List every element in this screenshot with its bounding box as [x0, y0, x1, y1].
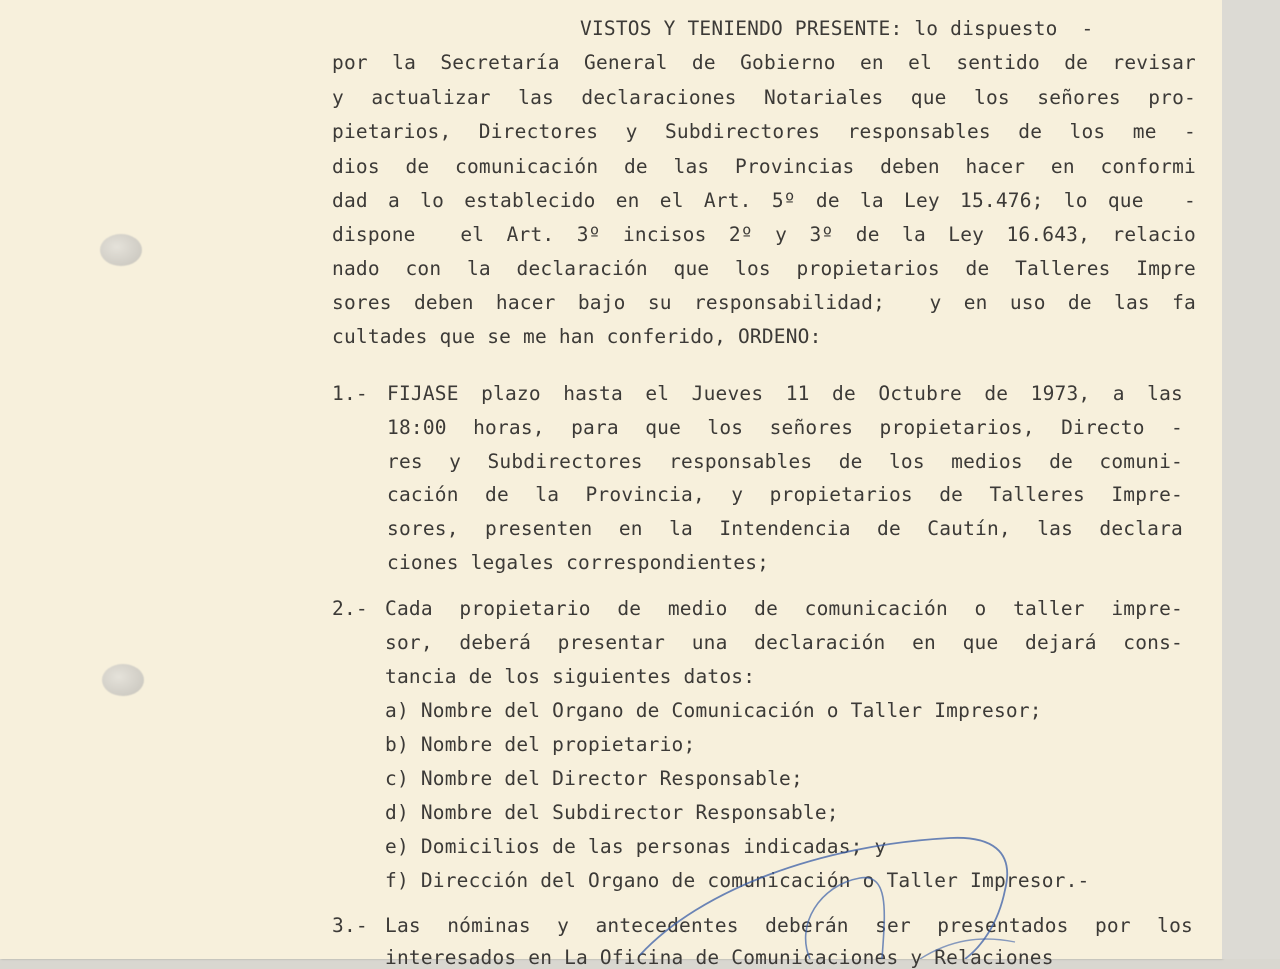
- item-line: sores, presenten en la Intendencia de Cautín, las declara: [387, 517, 1183, 540]
- preamble-line: nado con la declaración que los propietarios de Talleres Impre: [332, 257, 1196, 280]
- sub-item: a) Nombre del Organo de Comunicación o Taller Impresor;: [385, 699, 1042, 722]
- item-line: FIJASE plazo hasta el Jueves 11 de Octubre de 1973, a las: [387, 382, 1183, 405]
- punch-hole: [102, 664, 144, 696]
- preamble-line: VISTOS Y TENIENDO PRESENTE: lo dispuesto -: [580, 17, 1094, 40]
- item-line: interesados en La Oficina de Comunicaciones y Relaciones: [385, 946, 1054, 969]
- item-line: Cada propietario de medio de comunicación o taller impre-: [385, 597, 1183, 620]
- preamble-line: por la Secretaría General de Gobierno en el sentido de revisar: [332, 51, 1196, 74]
- sub-item: c) Nombre del Director Responsable;: [385, 767, 803, 790]
- item-number: 3.-: [332, 914, 368, 937]
- preamble-line: dispone el Art. 3º incisos 2º y 3º de la Ley 16.643, relacio: [332, 223, 1196, 246]
- item-number: 1.-: [332, 382, 368, 405]
- sub-item: e) Domicilios de las personas indicadas; y: [385, 835, 887, 858]
- ink-scribble: [620, 830, 1040, 959]
- item-line: 18:00 horas, para que los señores propietarios, Directo -: [387, 416, 1183, 439]
- punch-hole: [100, 234, 142, 266]
- preamble-line: sores deben hacer bajo su responsabilidad; y en uso de las fa: [332, 291, 1196, 314]
- item-line: ciones legales correspondientes;: [387, 551, 770, 574]
- preamble-line: dios de comunicación de las Provincias deben hacer en conformi: [332, 155, 1196, 178]
- item-number: 2.-: [332, 597, 368, 620]
- item-line: cación de la Provincia, y propietarios de Talleres Impre-: [387, 483, 1183, 506]
- preamble-line: cultades que se me han conferido, ORDENO:: [332, 325, 822, 348]
- item-line: Las nóminas y antecedentes deberán ser presentados por los: [385, 914, 1193, 937]
- sub-item: d) Nombre del Subdirector Responsable;: [385, 801, 839, 824]
- preamble-line: dad a lo establecido en el Art. 5º de la Ley 15.476; lo que -: [332, 189, 1196, 212]
- sub-item: b) Nombre del propietario;: [385, 733, 696, 756]
- item-line: tancia de los siguientes datos:: [385, 665, 756, 688]
- item-line: sor, deberá presentar una declaración en que dejará cons-: [385, 631, 1183, 654]
- preamble-line: y actualizar las declaraciones Notariales que los señores pro-: [332, 86, 1196, 109]
- preamble-line: pietarios, Directores y Subdirectores responsables de los me -: [332, 120, 1196, 143]
- item-line: res y Subdirectores responsables de los medios de comuni-: [387, 450, 1183, 473]
- sub-item: f) Dirección del Organo de comunicación o Taller Impresor.-: [385, 869, 1090, 892]
- background-edge: [1222, 0, 1280, 959]
